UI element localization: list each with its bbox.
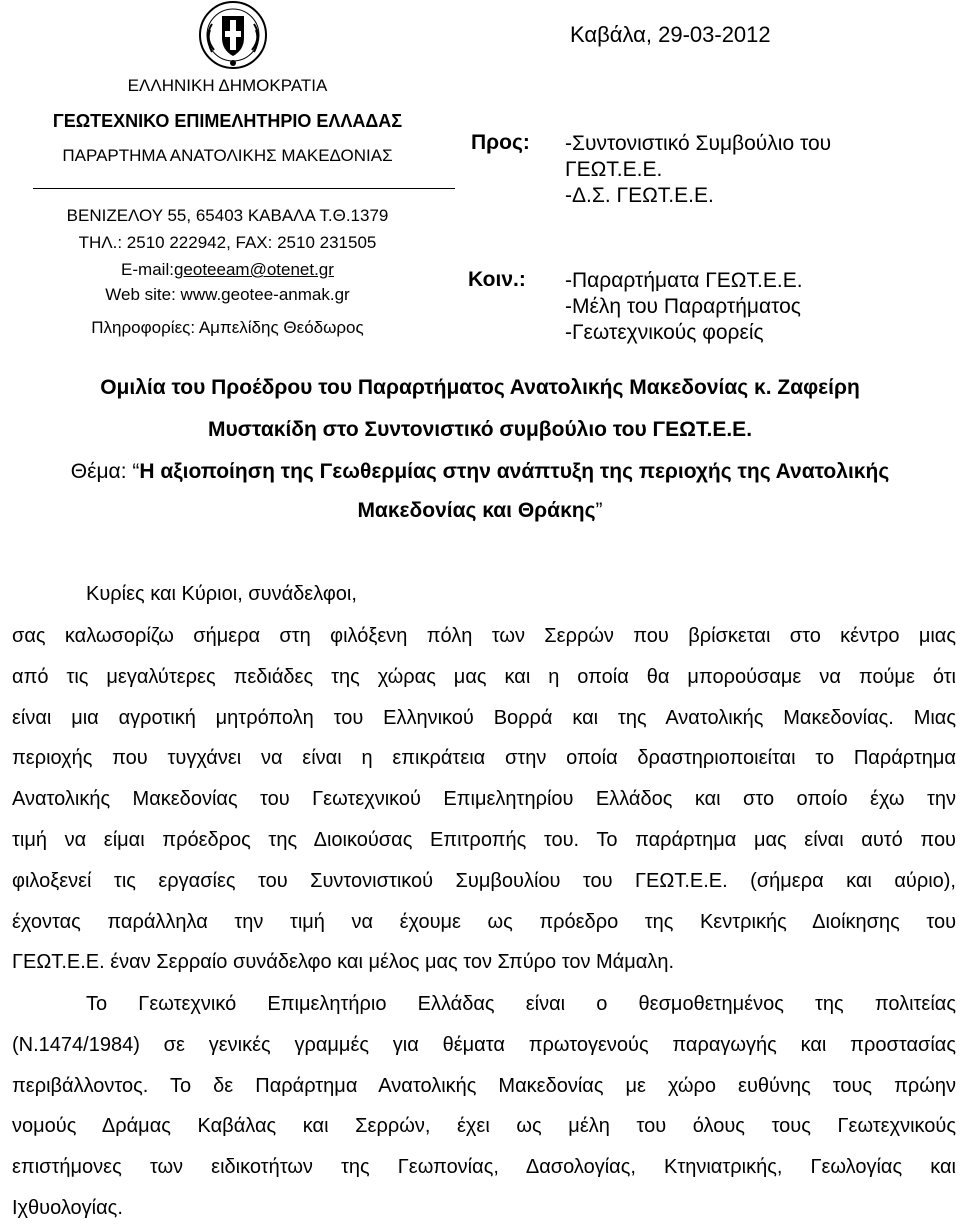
paragraph-1 [12,616,956,983]
paragraph-2-line: επιστήμονες των ειδικοτήτων της Γεωπονίας, Δασολογίας, Κτηνιατρικής, Γεωλογίας και [12,1156,956,1179]
to-line-2: ΓΕΩΤ.Ε.Ε. [565,158,663,181]
paragraph-1-line: τιμή να είμαι πρόεδρος της Διοικούσας Επιτροπής του. Το παράρτημα μας είναι αυτό που [12,828,956,851]
paragraph-2-line: Ιχθυολογίας. [12,1196,123,1219]
paragraph-2-line: (Ν.1474/1984) σε γενικές γραμμές για θέματα πρωτογενούς παραγωγής και προστασίας [12,1033,956,1056]
cc-line-2: -Μέλη του Παραρτήματος [565,295,801,318]
paragraph-1-line: έχοντας παράλληλα την τιμή να έχουμε ως πρόεδρο της Κεντρικής Διοίκησης του [12,910,956,933]
paragraph-1-line: φιλοξενεί τις εργασίες του Συντονιστικού Συμβουλίου του ΓΕΩΤ.Ε.Ε. (σήμερα και αύριο), [12,869,956,892]
paragraph-2-line: περιβάλλοντος. Το δε Παράρτημα Ανατολικής Μακεδονίας με χώρο ευθύνης τους πρώην [12,1074,956,1097]
document-date: Καβάλα, 29-03-2012 [570,22,771,47]
paragraph-1-line: Ανατολικής Μακεδονίας του Γεωτεχνικού Επιμελητηρίου Ελλάδος και στο οποίο έχω την [12,788,956,811]
email-link[interactable]: geoteeam@otenet.gr [173,260,334,279]
cc-line-3: -Γεωτεχνικούς φορείς [565,321,764,344]
subject-line-2 [0,496,960,526]
org-address: ΒΕΝΙΖΕΛΟΥ 55, 65403 ΚΑΒΑΛΑ Τ.Θ.1379 [66,206,389,225]
cc-line-1: -Παραρτήματα ΓΕΩΤ.Ε.Ε. [565,269,803,292]
paragraph-1-line: είναι μια αγροτική μητρόπολη του Ελληνικού Βορρά και της Ανατολικής Μακεδονίας. Μιας [12,706,956,729]
paragraph-2-line: νομούς Δράμας Καβάλας και Σερρών, έχει ως μέλη του όλους τους Γεωτεχνικούς [12,1115,956,1138]
subject-line-1 [0,457,960,487]
to-line-3: -Δ.Σ. ΓΕΩΤ.Ε.Ε. [565,184,714,207]
org-branch: ΠΑΡΑΡΤΗΜΑ ΑΝΑΤΟΛΙΚΗΣ ΜΑΚΕΔΟΝΙΑΣ [62,146,393,165]
org-name: ΓΕΩΤΕΧΝΙΚΟ ΕΠΙΜΕΛΗΤΗΡΙΟ ΕΛΛΑΔΑΣ [52,111,403,131]
to-line-1: -Συντονιστικό Συμβούλιο του [565,132,832,155]
org-phone: ΤΗΛ.: 2510 222942, FAX: 2510 231505 [78,233,377,252]
paragraph-1-line: ΓΕΩΤ.Ε.Ε. έναν Σερραίο συνάδελφο και μέλος μας τον Σπύρο τον Μάμαλη. [12,951,675,974]
email-label: E-mail: [121,260,174,279]
subject-title-1: Η αξιοποίηση της Γεωθερμίας στην ανάπτυξη της περιοχής της Ανατολικής [139,460,890,483]
greeting: Κυρίες και Κύριοι, συνάδελφοι, [86,583,357,605]
org-email-line [0,258,455,282]
contact-info: Πληροφορίες: Αμπελίδης Θεόδωρος [91,318,364,337]
speech-title-line-1: Ομιλία του Προέδρου του Παραρτήματος Ανατολικής Μακεδονίας κ. Ζαφείρη [100,376,860,399]
to-label: Προς: [471,131,530,154]
subject-close-quote: ” [595,499,603,522]
paragraph-1-line: από τις μεγαλύτερες πεδιάδες της χώρας μας και η οποία θα μπορούσαμε να πούμε ότι [12,665,956,688]
org-website[interactable]: Web site: www.geotee-anmak.gr [105,285,350,304]
paragraph-1-line: περιοχής που τυγχάνει να είναι η επικράτεια στην οποία δραστηριοποιείται το Παράρτημα [12,747,956,770]
speech-title-line-2: Μυστακίδη στο Συντονιστικό συμβούλιο του ΓΕΩΤ.Ε.Ε. [207,418,753,441]
header-divider [33,188,455,189]
org-country: ΕΛΛΗΝΙΚΗ ΔΗΜΟΚΡΑΤΙΑ [127,76,328,95]
paragraph-1-line: σας καλωσορίζω σήμερα στη φιλόξενη πόλη των Σερρών που βρίσκεται στο κέντρο μιας [12,625,956,647]
greek-coat-of-arms-icon [198,0,268,70]
paragraph-2 [12,984,956,1229]
cc-label: Κοιν.: [468,268,526,291]
subject-label: Θέμα: “ [70,460,140,483]
paragraph-2-line: Το Γεωτεχνικό Επιμελητήριο Ελλάδας είναι ο θεσμοθετημένος της πολιτείας [86,993,956,1015]
subject-title-2: Μακεδονίας και Θράκης [357,499,596,522]
